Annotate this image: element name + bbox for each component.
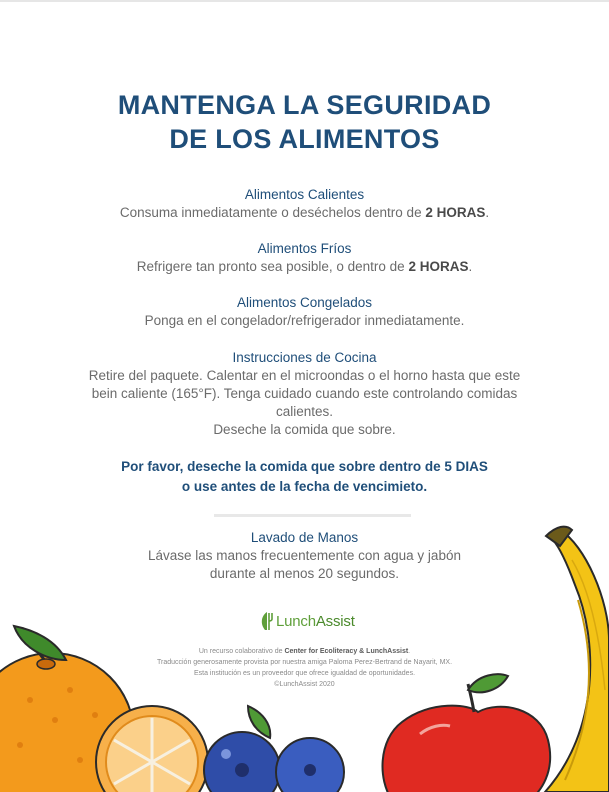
logo-part-lunch: Lunch — [276, 612, 316, 630]
text-part: Un recurso colaborativo de — [198, 648, 285, 655]
section-text-line: Lávase las manos frecuentemente con agua y jabón — [148, 548, 461, 563]
section-text-line: durante al menos 20 segundos. — [209, 566, 400, 581]
page-title-line1: MANTENGA LA SEGURIDAD — [117, 90, 492, 120]
section-heading: Lavado de Manos — [250, 530, 359, 545]
lunchassist-logo — [258, 608, 355, 634]
blueberries-illustration — [204, 706, 344, 792]
logo-part-assist: Assist — [315, 612, 355, 630]
banana-illustration — [545, 527, 609, 792]
section-heading: Alimentos Fríos — [257, 241, 352, 256]
text-bold: 2 HORAS — [408, 259, 469, 274]
footer-line: Esta institución es un proveedor que ofrece igualdad de oportunidades. — [193, 670, 416, 677]
text-bold: Center for Ecoliteracy & LunchAssist — [284, 648, 409, 655]
section-text-line: Deseche la comida que sobre. — [213, 422, 396, 437]
leaf-fork-icon — [258, 610, 276, 632]
section-text: Ponga en el congelador/refrigerador inmediatamente. — [144, 313, 465, 328]
logo-wordmark — [276, 613, 355, 630]
footer-line: ©LunchAssist 2020 — [274, 681, 335, 688]
text-part: Refrigere tan pronto sea posible, o dentro de — [136, 259, 409, 274]
notice-line: Por favor, deseche la comida que sobre dentro de 5 DIAS — [121, 459, 488, 474]
section-heading: Instrucciones de Cocina — [232, 350, 377, 365]
footer-line — [100, 646, 509, 657]
section-heading: Alimentos Congelados — [236, 295, 373, 310]
footer-credits — [100, 646, 509, 690]
text-part: . — [468, 259, 473, 274]
section-text-line: bein caliente (165°F). Tenga cuidado cuando este controlando comidas — [91, 386, 518, 401]
section-text-line: Retire del paquete. Calentar en el microondas o el horno hasta que este — [88, 368, 521, 383]
notice-line: o use antes de la fecha de vencimieto. — [181, 479, 428, 494]
page-title-line2: DE LOS ALIMENTOS — [169, 124, 440, 154]
apple-illustration — [383, 674, 551, 792]
text-part: Consuma inmediatamente o deséchelos dentro de — [119, 205, 426, 220]
section-heading: Alimentos Calientes — [244, 187, 365, 202]
section-text-line: calientes. — [275, 404, 334, 419]
footer-line: Traducción generosamente provista por nuestra amiga Paloma Perez-Bertrand de Nayarit, MX. — [156, 659, 453, 666]
text-part: . — [485, 205, 490, 220]
text-part: . — [408, 648, 411, 655]
text-bold: 2 HORAS — [425, 205, 486, 220]
